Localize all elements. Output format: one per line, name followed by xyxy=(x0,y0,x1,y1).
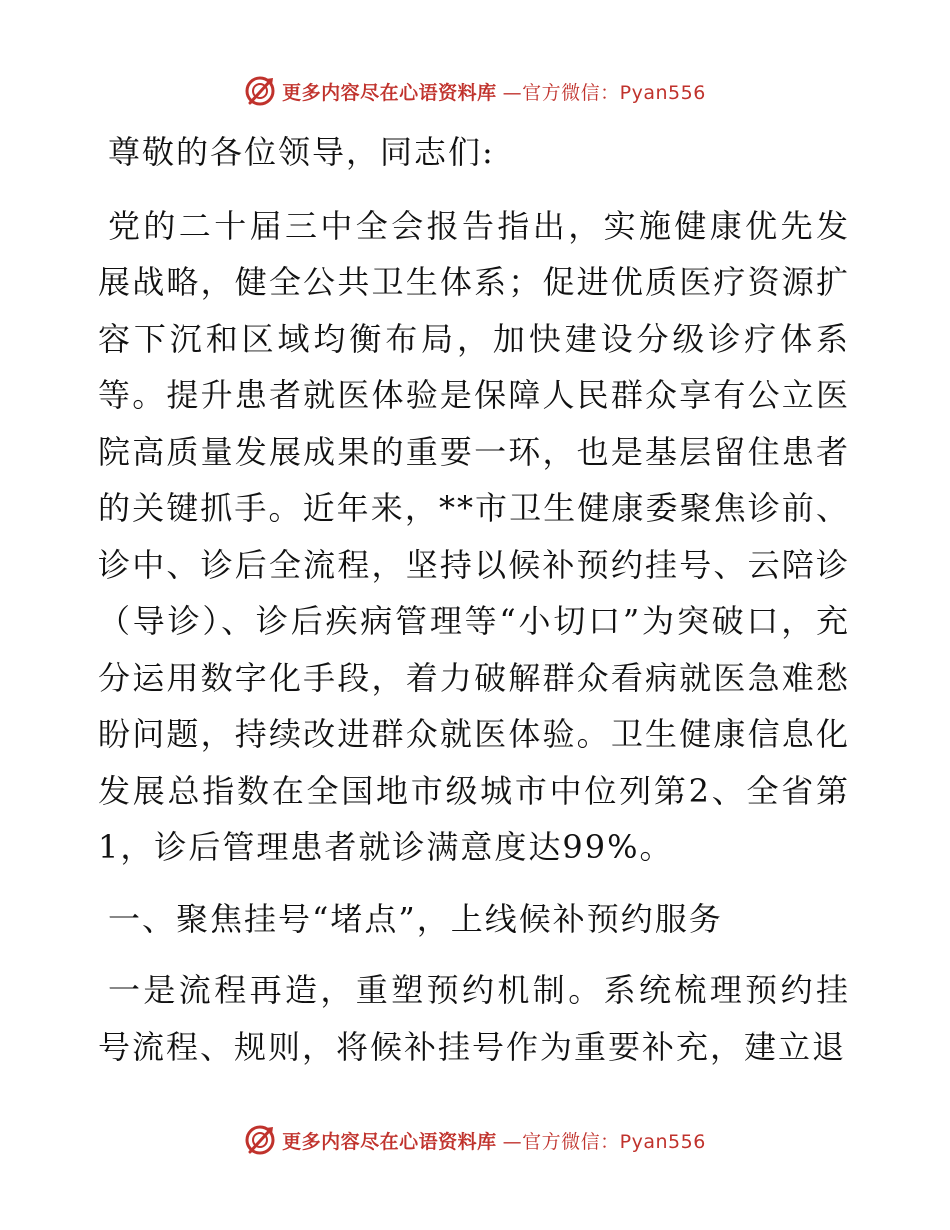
header-watermark-banner xyxy=(0,71,950,111)
banner-wechat-text: —官方微信：Pyan556 xyxy=(502,81,706,104)
section-heading-1: 一、聚焦挂号“堵点”，上线候补预约服务 xyxy=(108,899,723,938)
greeting: 尊敬的各位领导，同志们: xyxy=(108,133,495,171)
document-body xyxy=(98,124,850,1075)
brush-logo-icon xyxy=(244,75,276,107)
section1-paragraph-1: 一是流程再造，重塑预约机制。系统梳理预约挂号流程、规则，将候补挂号作为重要补充，建立退 xyxy=(98,971,850,1066)
banner-wechat-text: —官方微信：Pyan556 xyxy=(502,1130,706,1153)
banner-main-text: 更多内容尽在心语资料库 xyxy=(282,1130,497,1153)
banner-main-text: 更多内容尽在心语资料库 xyxy=(282,81,497,104)
intro-paragraph: 党的二十届三中全会报告指出，实施健康优先发展战略，健全公共卫生体系；促进优质医疗资源扩容下沉和区域均衡布局，加快建设分级诊疗体系等。提升患者就医体验是保障人民群众享有公立医院高质量发展成果的重要一环，也是基层留住患者的关键抓手。近年来，**市卫生健康委聚焦诊前、诊中、诊后全流程，坚持以候补预约挂号、云陪诊（导诊）、诊后疾病管理等“小切口”为突破口，充分运用数字化手段，着力破解群众看病就医急难愁盼问题，持续改进群众就医体验。卫生健康信息化发展总指数在全国地市级城市中位列第2、全省第1，诊后管理患者就诊满意度达99%。 xyxy=(98,206,850,866)
footer-watermark-banner xyxy=(0,1120,950,1160)
brush-logo-icon xyxy=(244,1124,276,1156)
